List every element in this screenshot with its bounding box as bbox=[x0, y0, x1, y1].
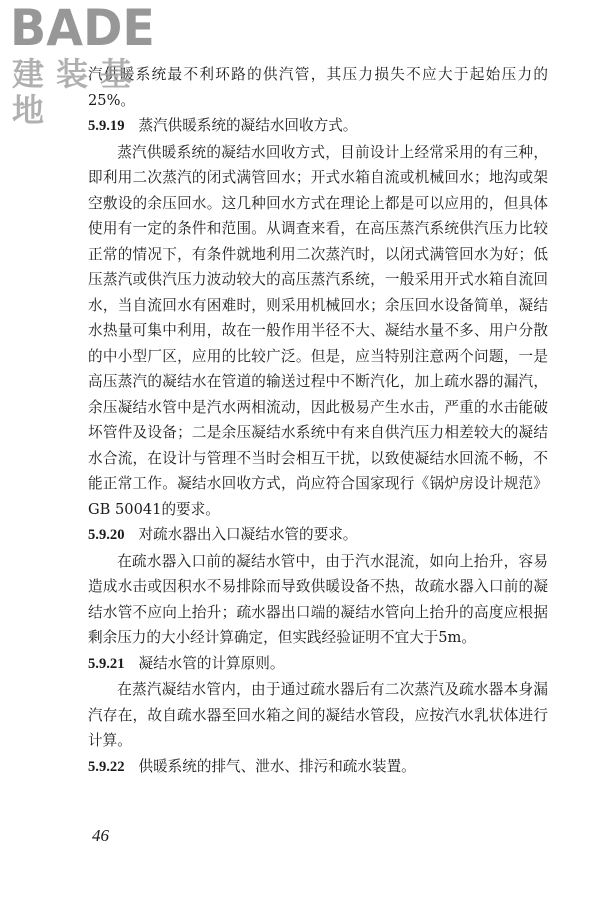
section-number: 5.9.19 bbox=[88, 118, 125, 134]
section-number: 5.9.22 bbox=[88, 758, 125, 775]
section-title: 供暖系统的排气、泄水、排污和疏水装置。 bbox=[138, 757, 416, 775]
section-number: 5.9.21 bbox=[88, 655, 125, 672]
logo-subtitle: 建装基地 bbox=[12, 55, 145, 129]
section-paragraph: 在疏水器入口前的凝结水管中，由于汽水混流，如向上抬升，容易造成水击或因积水不易排除而导致供暖设备不热，故疏水器入口前的凝结水管不应向上抬升；疏水器出口端的凝结水管向上抬升的高度应根据剩余压力的大小经计算确定，但实践经验证明不宜大于5m。 bbox=[88, 552, 548, 646]
page-number: 46 bbox=[92, 826, 109, 845]
intro-paragraph: 汽供暖系统最不利环路的供汽管，其压力损失不应大于起始压力的25%。 bbox=[88, 66, 548, 109]
section-5-9-21 bbox=[88, 651, 548, 754]
section-paragraph: 蒸汽供暖系统的凝结水回收方式，目前设计上经常采用的有三种，即利用二次蒸汽的闭式满管回水；开式水箱自流或机械回水；地沟或架空敷设的余压回水。这几种回水方式在理论上都是可以应用的，但具体使用有一定的条件和范围。从调查来看，在高压蒸汽系统供汽压力比较正常的情况下，有条件就地利用二次蒸汽时，以闭式满管回水为好；低压蒸汽或供汽压力波动较大的高压蒸汽系统，一般采用开式水箱自流回水，当自流回水有困难时，则采用机械回水；余压回水设备简单，凝结水热量可集中利用，故在一般作用半径不大、凝结水量不多、用户分散的中小型厂区，应用的比较广泛。但是，应当特别注意两个问题，一是高压蒸汽的凝结水在管道的输送过程中不断汽化，加上疏水器的漏汽，余压凝结水管中是汽水两相流动，因此极易产生水击，严重的水击能破坏管件及设备；二是余压凝结水系统中有来自供汽压力相差较大的凝结水合流，在设计与管理不当时会相互干扰，以致使凝结水回流不畅，不能正常工作。凝结水回收方式，尚应符合国家现行《锅炉房设计规范》GB 50041的要求。 bbox=[88, 143, 548, 518]
page-body bbox=[88, 62, 548, 780]
section-5-9-19 bbox=[88, 113, 548, 522]
logo-brand: BADE bbox=[10, 0, 155, 57]
section-5-9-20 bbox=[88, 522, 548, 651]
section-number: 5.9.20 bbox=[88, 527, 125, 543]
section-title: 蒸汽供暖系统的凝结水回收方式。 bbox=[138, 117, 358, 134]
section-title: 对疏水器出入口凝结水管的要求。 bbox=[138, 526, 358, 543]
section-paragraph: 在蒸汽凝结水管内，由于通过疏水器后有二次蒸汽及疏水器本身漏汽存在，故自疏水器至回水箱之间的凝结水管段，应按汽水乳状体进行计算。 bbox=[88, 681, 548, 749]
section-title: 凝结水管的计算原则。 bbox=[138, 654, 285, 672]
section-5-9-22 bbox=[88, 754, 548, 781]
